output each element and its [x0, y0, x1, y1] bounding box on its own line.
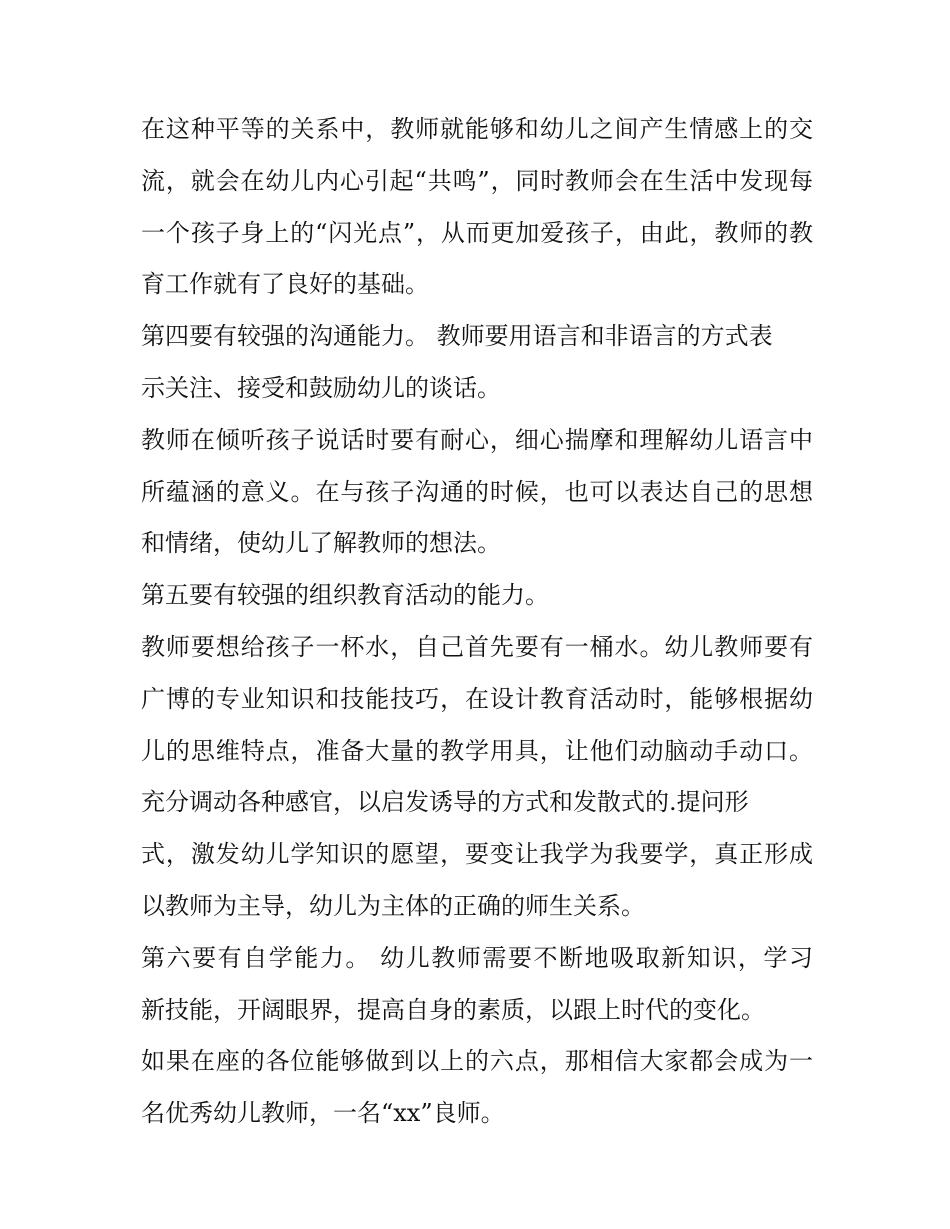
text-line: 如果在座的各位能够做到以上的六点，那相信大家都会成为一 — [141, 1047, 813, 1076]
text-line: 新技能，开阔眼界，提高自身的素质，以跟上时代的变化。 — [141, 995, 765, 1024]
text-line: 示关注、接受和鼓励幼儿的谈话。 — [141, 373, 501, 402]
text-line: 第五要有较强的组织教育活动的能力。 — [141, 581, 549, 610]
text-line: 以教师为主导，幼儿为主体的正确的师生关系。 — [141, 891, 645, 920]
text-line: 式，激发幼儿学知识的愿望，要变让我学为我要学，真正形成 — [141, 840, 813, 869]
text-line: 教师要想给孩子一杯水，自己首先要有一桶水。幼儿教师要有 — [141, 632, 813, 661]
text-line: 流，就会在幼儿内心引起“共鸣”，同时教师会在生活中发现每 — [141, 166, 813, 195]
text-line: 一个孩子身上的“闪光点”，从而更加爱孩子，由此，教师的教 — [141, 218, 813, 247]
text-line: 第四要有较强的沟通能力。 教师要用语言和非语言的方式表 — [141, 322, 773, 351]
body-text — [141, 104, 813, 1140]
text-line: 第六要有自学能力。 幼儿教师需要不断地吸取新知识，学习 — [141, 943, 813, 972]
text-line: 儿的思维特点，准备大量的教学用具，让他们动脑动手动口。 — [141, 736, 813, 765]
text-line: 在这种平等的关系中，教师就能够和幼儿之间产生情感上的交 — [141, 115, 813, 143]
text-line: 教师在倾听孩子说话时要有耐心，细心揣摩和理解幼儿语言中 — [141, 425, 813, 454]
text-line: 广博的专业知识和技能技巧，在设计教育活动时，能够根据幼 — [141, 684, 813, 713]
text-line: 充分调动各种感官，以启发诱导的方式和发散式的.提问形 — [141, 788, 749, 817]
text-line: 育工作就有了良好的基础。 — [141, 270, 429, 299]
text-line: 和情绪，使幼儿了解教师的想法。 — [141, 529, 501, 558]
text-line: 所蕴涵的意义。在与孩子沟通的时候，也可以表达自己的思想 — [141, 477, 813, 506]
text-line: 名优秀幼儿教师，一名“xx”良师。 — [141, 1099, 505, 1128]
